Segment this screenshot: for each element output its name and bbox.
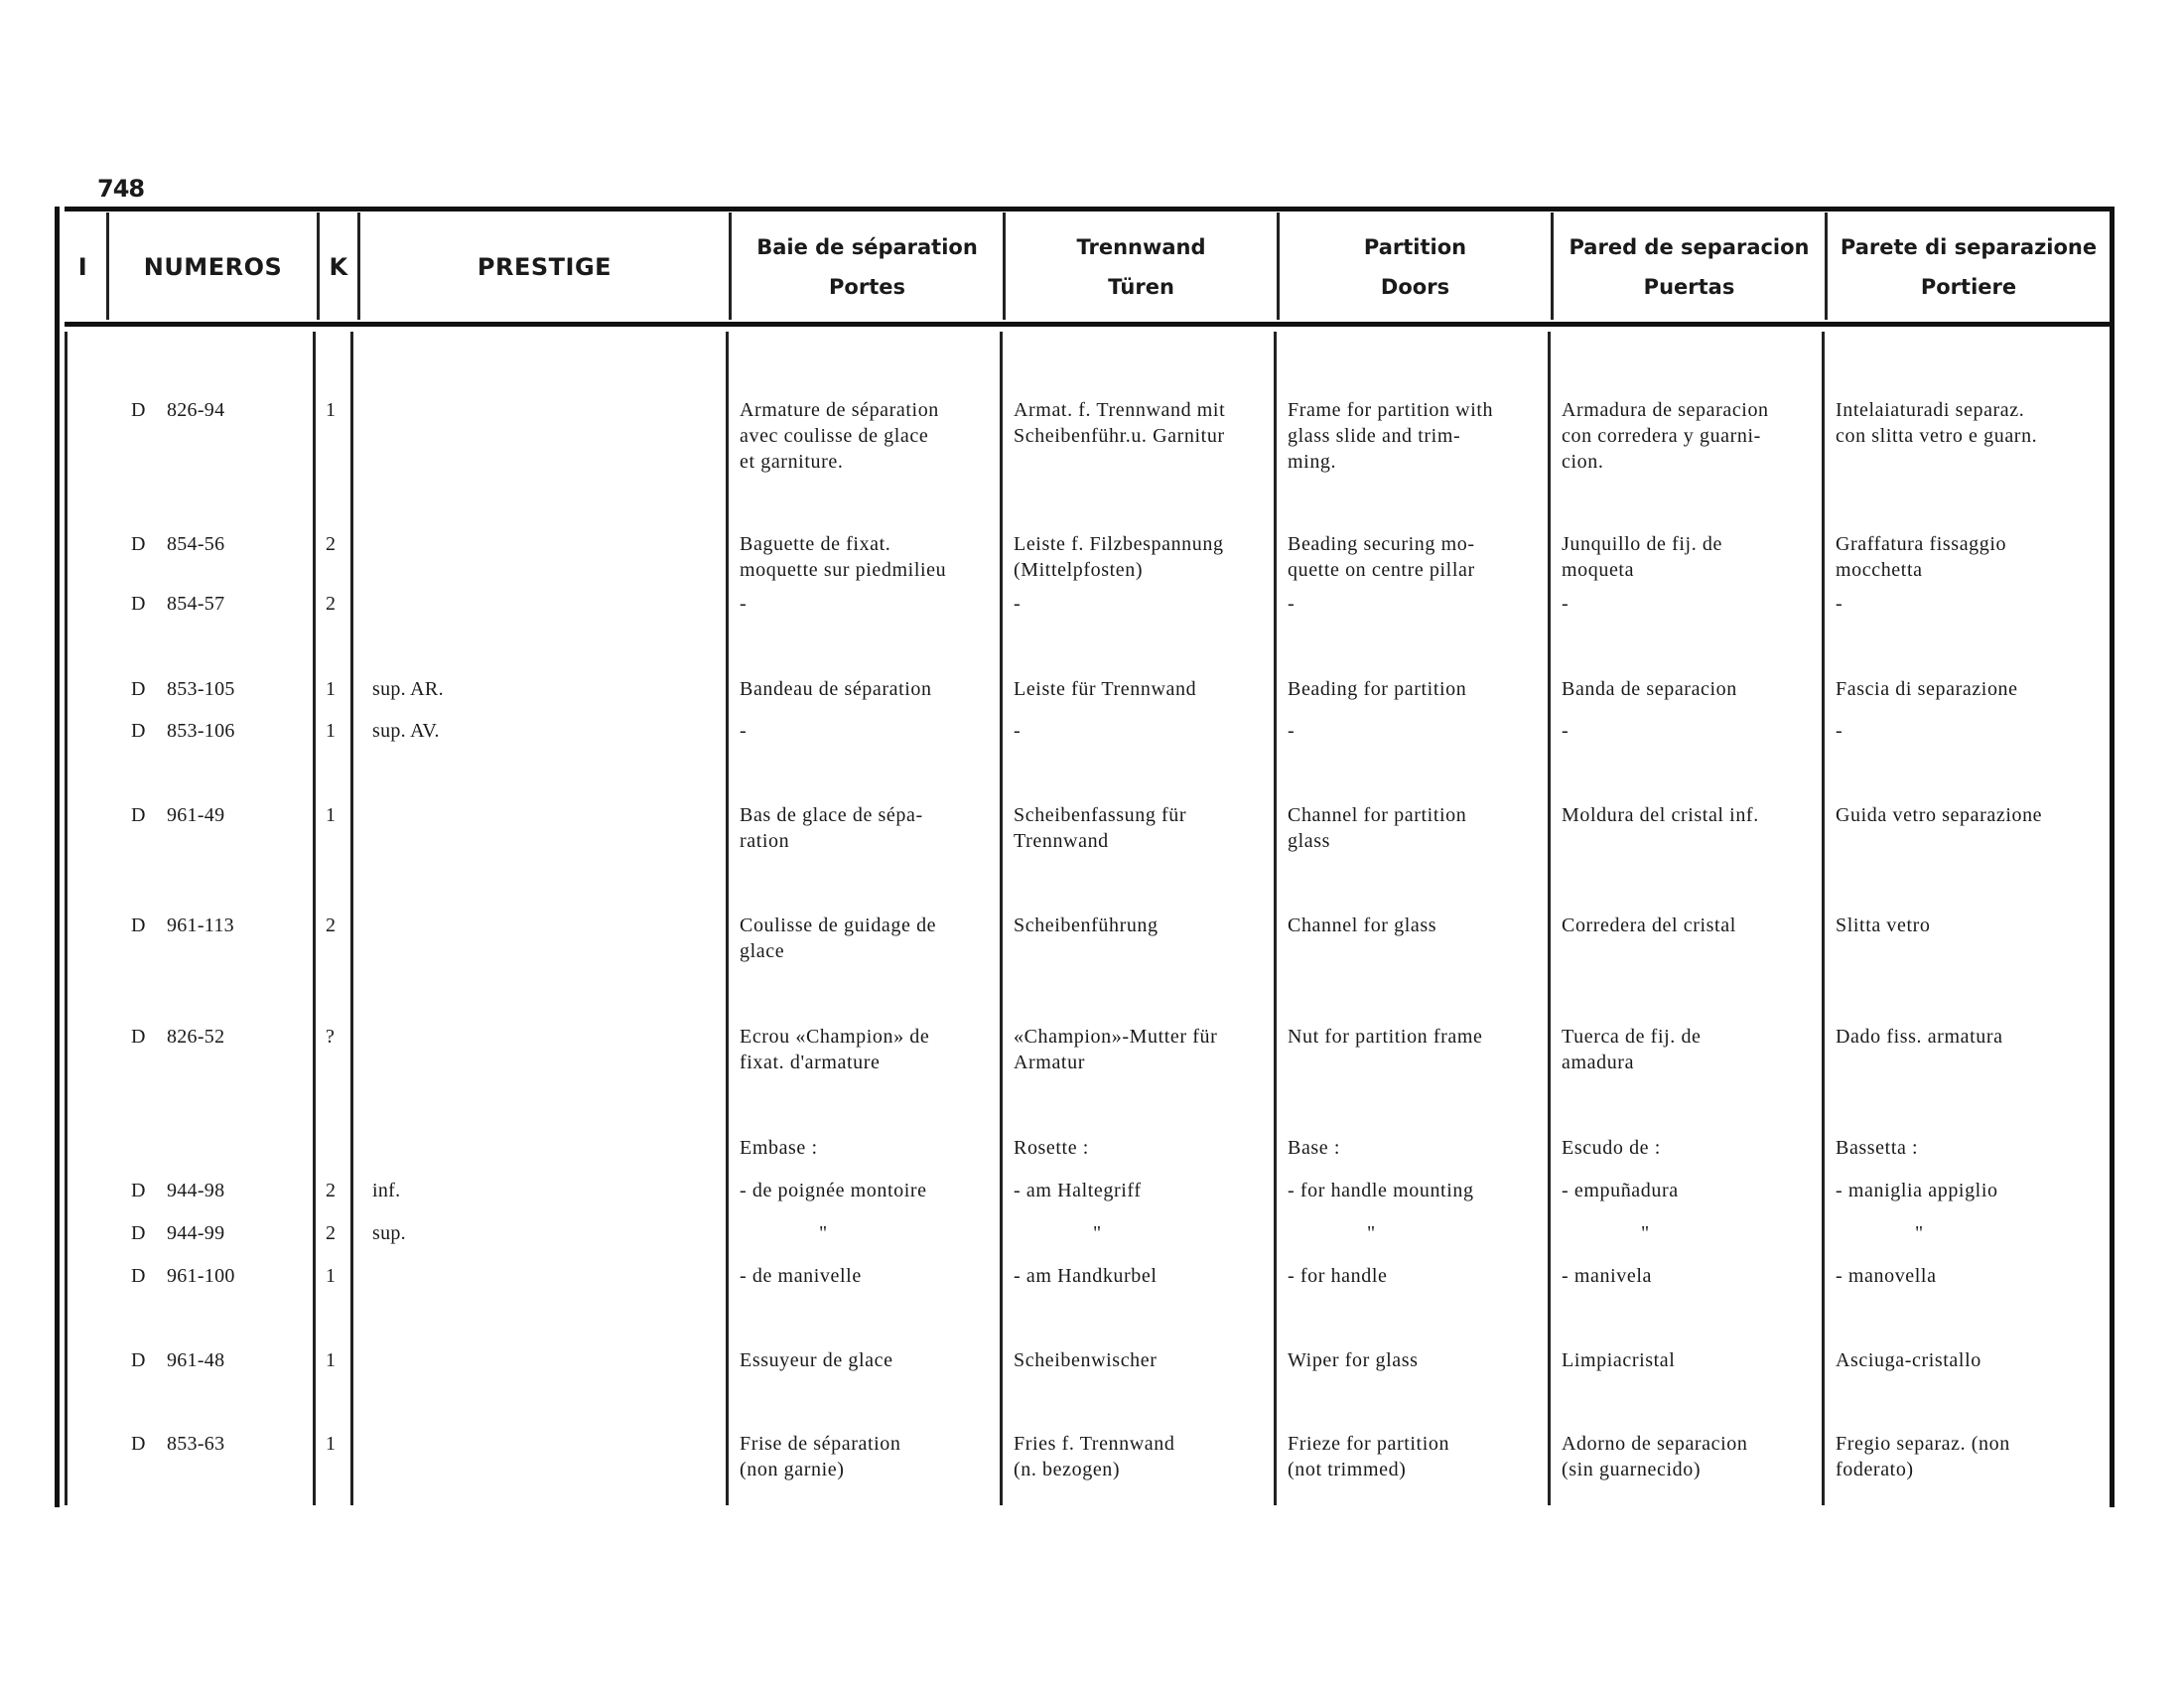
cell-fr-line: Frise de séparation: [740, 1433, 901, 1455]
cell-fr-line: Essuyeur de glace: [740, 1349, 893, 1371]
cell-es-line: - manivela: [1562, 1265, 1652, 1287]
cell-prestige: inf.: [372, 1180, 401, 1201]
cell-fr: [740, 397, 939, 475]
cell-k: 1: [326, 804, 337, 826]
cell-k: 2: [326, 1222, 337, 1244]
cell-es-line: - empuñadura: [1562, 1180, 1679, 1201]
cell-de-line: Leiste für Trennwand: [1014, 678, 1197, 700]
cell-fr-line: Bas de glace de sépa-: [740, 804, 923, 826]
cell-fr-line: moquette sur piedmilieu: [740, 559, 947, 581]
cell-es: [1562, 1178, 1679, 1203]
cell-en-line: Beading for partition: [1288, 678, 1467, 700]
header-english-title: Partition: [1363, 235, 1467, 259]
cell-de-line: ": [1093, 1222, 1102, 1244]
cell-en-line: -: [1288, 720, 1296, 742]
header-spanish: [1554, 214, 1825, 320]
cell-en-line: quette on centre pillar: [1288, 559, 1475, 581]
cell-fr: [740, 531, 946, 583]
cell-it-line: - maniglia appiglio: [1836, 1180, 1998, 1201]
cell-fr: [740, 1135, 818, 1161]
cell-it: [1836, 1024, 2003, 1050]
table-right-border: [2110, 207, 2115, 1507]
cell-en: [1288, 397, 1493, 475]
cell-en: [1288, 1347, 1419, 1373]
column-divider: [350, 332, 353, 1505]
cell-en-line: glass: [1288, 830, 1330, 852]
cell-k: 2: [326, 593, 337, 615]
cell-es: [1562, 913, 1736, 938]
cell-num: D 961-48: [131, 1349, 225, 1371]
header-separator-rule: [65, 322, 2115, 327]
cell-es-line: Adorno de separacion: [1562, 1433, 1748, 1455]
cell-en: [1288, 1220, 1376, 1246]
cell-es-line: cion.: [1562, 451, 1604, 473]
cell-it: [1836, 1431, 2010, 1482]
cell-de: [1014, 397, 1225, 449]
cell-k: 1: [326, 1349, 337, 1371]
cell-en-line: Frieze for partition: [1288, 1433, 1450, 1455]
cell-it: [1836, 1135, 1918, 1161]
cell-fr-line: Ecrou «Champion» de: [740, 1026, 930, 1048]
header-italian-subtitle: Portiere: [1920, 275, 2017, 299]
cell-it-line: mocchetta: [1836, 559, 1923, 581]
cell-prestige: sup.: [372, 1222, 406, 1244]
cell-fr: [740, 718, 747, 744]
cell-fr-line: (non garnie): [740, 1459, 845, 1480]
column-divider: [313, 332, 316, 1505]
header-spanish-subtitle: Puertas: [1643, 275, 1735, 299]
cell-num: D 961-49: [131, 804, 225, 826]
cell-fr: [740, 676, 932, 702]
cell-it-line: Dado fiss. armatura: [1836, 1026, 2003, 1048]
column-divider: [1822, 332, 1825, 1505]
cell-num: D 961-113: [131, 914, 234, 936]
cell-es-line: Tuerca de fij. de: [1562, 1026, 1702, 1048]
cell-num: D 853-106: [131, 720, 235, 742]
cell-es-line: Limpiacristal: [1562, 1349, 1676, 1371]
cell-de-line: Armatur: [1014, 1052, 1085, 1073]
cell-es: [1562, 1024, 1702, 1075]
cell-es-line: (sin guarnecido): [1562, 1459, 1702, 1480]
cell-de-line: Leiste f. Filzbespannung: [1014, 533, 1224, 555]
cell-de: [1014, 1220, 1102, 1246]
cell-es: [1562, 1135, 1661, 1161]
column-divider: [726, 332, 729, 1505]
cell-k: ?: [326, 1026, 336, 1048]
cell-k: 1: [326, 399, 337, 421]
cell-k: 2: [326, 533, 337, 555]
cell-fr-line: Embase :: [740, 1137, 818, 1159]
cell-en-line: Nut for partition frame: [1288, 1026, 1483, 1048]
cell-k: 2: [326, 1180, 337, 1201]
cell-de-line: Trennwand: [1014, 830, 1109, 852]
column-divider: [1548, 332, 1551, 1505]
cell-num: D 854-56: [131, 533, 225, 555]
cell-it: [1836, 591, 1843, 617]
cell-it: [1836, 1347, 1981, 1373]
cell-it: [1836, 1220, 1924, 1246]
cell-es: [1562, 1431, 1748, 1482]
cell-k: 1: [326, 678, 337, 700]
cell-fr-line: Bandeau de séparation: [740, 678, 932, 700]
cell-it-line: Fascia di separazione: [1836, 678, 2018, 700]
cell-it: [1836, 676, 2018, 702]
cell-num: D 853-63: [131, 1433, 225, 1455]
cell-it: [1836, 397, 2037, 449]
cell-fr: [740, 1347, 893, 1373]
cell-en: [1288, 676, 1466, 702]
cell-de: [1014, 1347, 1158, 1373]
cell-fr-line: -: [740, 720, 748, 742]
header-italian: [1828, 214, 2110, 320]
cell-fr: [740, 1178, 927, 1203]
header-german: [1006, 214, 1277, 320]
cell-it: [1836, 718, 1843, 744]
cell-es-line: moqueta: [1562, 559, 1635, 581]
cell-es-line: -: [1562, 593, 1570, 615]
cell-de-line: Fries f. Trennwand: [1014, 1433, 1175, 1455]
cell-es-line: ": [1641, 1222, 1650, 1244]
header-english-subtitle: Doors: [1380, 275, 1450, 299]
cell-fr-line: Armature de séparation: [740, 399, 939, 421]
cell-es: [1562, 1220, 1650, 1246]
cell-de: [1014, 591, 1021, 617]
cell-de-line: Rosette :: [1014, 1137, 1089, 1159]
cell-it-line: foderato): [1836, 1459, 1914, 1480]
header-french-title: Baie de séparation: [756, 235, 978, 259]
table-left-border: [55, 207, 60, 1507]
cell-de: [1014, 802, 1186, 854]
cell-k: 1: [326, 1265, 337, 1287]
cell-de: [1014, 676, 1196, 702]
cell-de-line: (n. bezogen): [1014, 1459, 1121, 1480]
cell-en: [1288, 1431, 1449, 1482]
cell-fr-line: - de poignée montoire: [740, 1180, 927, 1201]
cell-es-line: Banda de separacion: [1562, 678, 1737, 700]
cell-es: [1562, 591, 1569, 617]
cell-fr: [740, 913, 936, 964]
cell-en-line: (not trimmed): [1288, 1459, 1407, 1480]
cell-prestige: sup. AV.: [372, 720, 440, 742]
cell-es: [1562, 531, 1722, 583]
cell-en-line: -: [1288, 593, 1296, 615]
cell-it-line: ": [1915, 1222, 1924, 1244]
cell-num: D 826-52: [131, 1026, 225, 1048]
cell-de-line: Armat. f. Trennwand mit: [1014, 399, 1226, 421]
cell-en: [1288, 1135, 1340, 1161]
cell-fr-line: Baguette de fixat.: [740, 533, 891, 555]
cell-es: [1562, 718, 1569, 744]
cell-it-line: Asciuga-cristallo: [1836, 1349, 1981, 1371]
cell-de: [1014, 913, 1159, 938]
header-german-subtitle: Türen: [1108, 275, 1174, 299]
cell-es: [1562, 1347, 1675, 1373]
cell-it-line: -: [1836, 593, 1843, 615]
cell-de: [1014, 1135, 1089, 1161]
cell-it: [1836, 1263, 1937, 1289]
cell-fr-line: glace: [740, 940, 785, 962]
cell-es-line: Junquillo de fij. de: [1562, 533, 1722, 555]
cell-en: [1288, 802, 1466, 854]
header-french-subtitle: Portes: [829, 275, 905, 299]
cell-en-line: - for handle mounting: [1288, 1180, 1474, 1201]
cell-num: D 853-105: [131, 678, 235, 700]
cell-de-line: «Champion»-Mutter für: [1014, 1026, 1218, 1048]
table-top-rule: [65, 207, 2115, 211]
cell-num: D 961-100: [131, 1265, 235, 1287]
cell-es: [1562, 802, 1759, 828]
column-divider: [1000, 332, 1003, 1505]
cell-de-line: Scheibenführ.u. Garnitur: [1014, 425, 1225, 447]
header-italian-title: Parete di separazione: [1840, 235, 2098, 259]
cell-en: [1288, 913, 1436, 938]
cell-it-line: Slitta vetro: [1836, 914, 1931, 936]
cell-fr-line: - de manivelle: [740, 1265, 862, 1287]
cell-es-line: amadura: [1562, 1052, 1635, 1073]
cell-en-line: Base :: [1288, 1137, 1341, 1159]
cell-en-line: Channel for partition: [1288, 804, 1467, 826]
cell-fr-line: ration: [740, 830, 790, 852]
cell-es-line: Moldura del cristal inf.: [1562, 804, 1759, 826]
cell-es-line: Escudo de :: [1562, 1137, 1661, 1159]
header-i: I: [77, 253, 88, 281]
page-number: 748: [97, 175, 145, 203]
cell-num: D 944-99: [131, 1222, 225, 1244]
cell-de-line: Scheibenwischer: [1014, 1349, 1158, 1371]
cell-es-line: Armadura de separacion: [1562, 399, 1769, 421]
cell-fr: [740, 591, 747, 617]
cell-en-line: Beading securing mo-: [1288, 533, 1475, 555]
cell-de-line: (Mittelpfosten): [1014, 559, 1144, 581]
cell-es-line: con corredera y guarni-: [1562, 425, 1761, 447]
cell-fr: [740, 1263, 862, 1289]
column-divider: [1274, 332, 1277, 1505]
cell-en: [1288, 718, 1295, 744]
cell-fr-line: -: [740, 593, 748, 615]
cell-it-line: Bassetta :: [1836, 1137, 1919, 1159]
cell-en: [1288, 1024, 1483, 1050]
column-divider: [65, 332, 68, 1505]
cell-fr: [740, 1024, 929, 1075]
cell-en-line: Channel for glass: [1288, 914, 1437, 936]
cell-fr: [740, 1220, 828, 1246]
cell-en-line: Wiper for glass: [1288, 1349, 1419, 1371]
cell-en: [1288, 1178, 1474, 1203]
cell-fr-line: fixat. d'armature: [740, 1052, 881, 1073]
header-spanish-title: Pared de separacion: [1569, 235, 1810, 259]
cell-it-line: con slitta vetro e guarn.: [1836, 425, 2038, 447]
cell-de-line: - am Haltegriff: [1014, 1180, 1142, 1201]
cell-es-line: Corredera del cristal: [1562, 914, 1736, 936]
cell-de: [1014, 1178, 1142, 1203]
cell-de-line: - am Handkurbel: [1014, 1265, 1158, 1287]
header-german-title: Trennwand: [1076, 235, 1206, 259]
cell-k: 2: [326, 914, 337, 936]
cell-en: [1288, 591, 1295, 617]
cell-de-line: -: [1014, 593, 1022, 615]
cell-k: 1: [326, 1433, 337, 1455]
cell-it-line: -: [1836, 720, 1843, 742]
cell-en-line: ming.: [1288, 451, 1337, 473]
cell-es: [1562, 397, 1769, 475]
cell-de: [1014, 1431, 1174, 1482]
cell-de: [1014, 531, 1224, 583]
cell-it: [1836, 531, 2006, 583]
cell-de: [1014, 1024, 1217, 1075]
cell-it-line: Intelaiaturadi separaz.: [1836, 399, 2025, 421]
cell-de-line: Scheibenfassung für: [1014, 804, 1187, 826]
cell-num: D 854-57: [131, 593, 225, 615]
header-prestige: PRESTIGE: [477, 253, 613, 281]
cell-en-line: - for handle: [1288, 1265, 1388, 1287]
cell-es: [1562, 676, 1737, 702]
cell-it-line: - manovella: [1836, 1265, 1937, 1287]
cell-de: [1014, 1263, 1158, 1289]
cell-fr-line: avec coulisse de glace: [740, 425, 929, 447]
cell-en-line: Frame for partition with: [1288, 399, 1494, 421]
header-french: [732, 214, 1003, 320]
cell-it-line: Graffatura fissaggio: [1836, 533, 2007, 555]
cell-prestige: sup. AR.: [372, 678, 444, 700]
cell-en-line: ": [1367, 1222, 1376, 1244]
cell-es-line: -: [1562, 720, 1570, 742]
cell-es: [1562, 1263, 1652, 1289]
header-k: K: [329, 253, 348, 281]
cell-en: [1288, 531, 1475, 583]
cell-it: [1836, 913, 1931, 938]
cell-num: D 944-98: [131, 1180, 225, 1201]
cell-de: [1014, 718, 1021, 744]
cell-num: D 826-94: [131, 399, 225, 421]
cell-it-line: Fregio separaz. (non: [1836, 1433, 2010, 1455]
cell-en: [1288, 1263, 1388, 1289]
header-english: [1280, 214, 1551, 320]
cell-k: 1: [326, 720, 337, 742]
cell-it: [1836, 802, 2042, 828]
cell-it: [1836, 1178, 1998, 1203]
cell-fr-line: Coulisse de guidage de: [740, 914, 937, 936]
cell-fr: [740, 1431, 900, 1482]
cell-de-line: Scheibenführung: [1014, 914, 1159, 936]
cell-it-line: Guida vetro separazione: [1836, 804, 2043, 826]
cell-fr-line: et garniture.: [740, 451, 844, 473]
cell-de-line: -: [1014, 720, 1022, 742]
cell-fr-line: ": [819, 1222, 828, 1244]
cell-fr: [740, 802, 923, 854]
cell-en-line: glass slide and trim-: [1288, 425, 1461, 447]
header-numeros: NUMEROS: [143, 253, 283, 281]
